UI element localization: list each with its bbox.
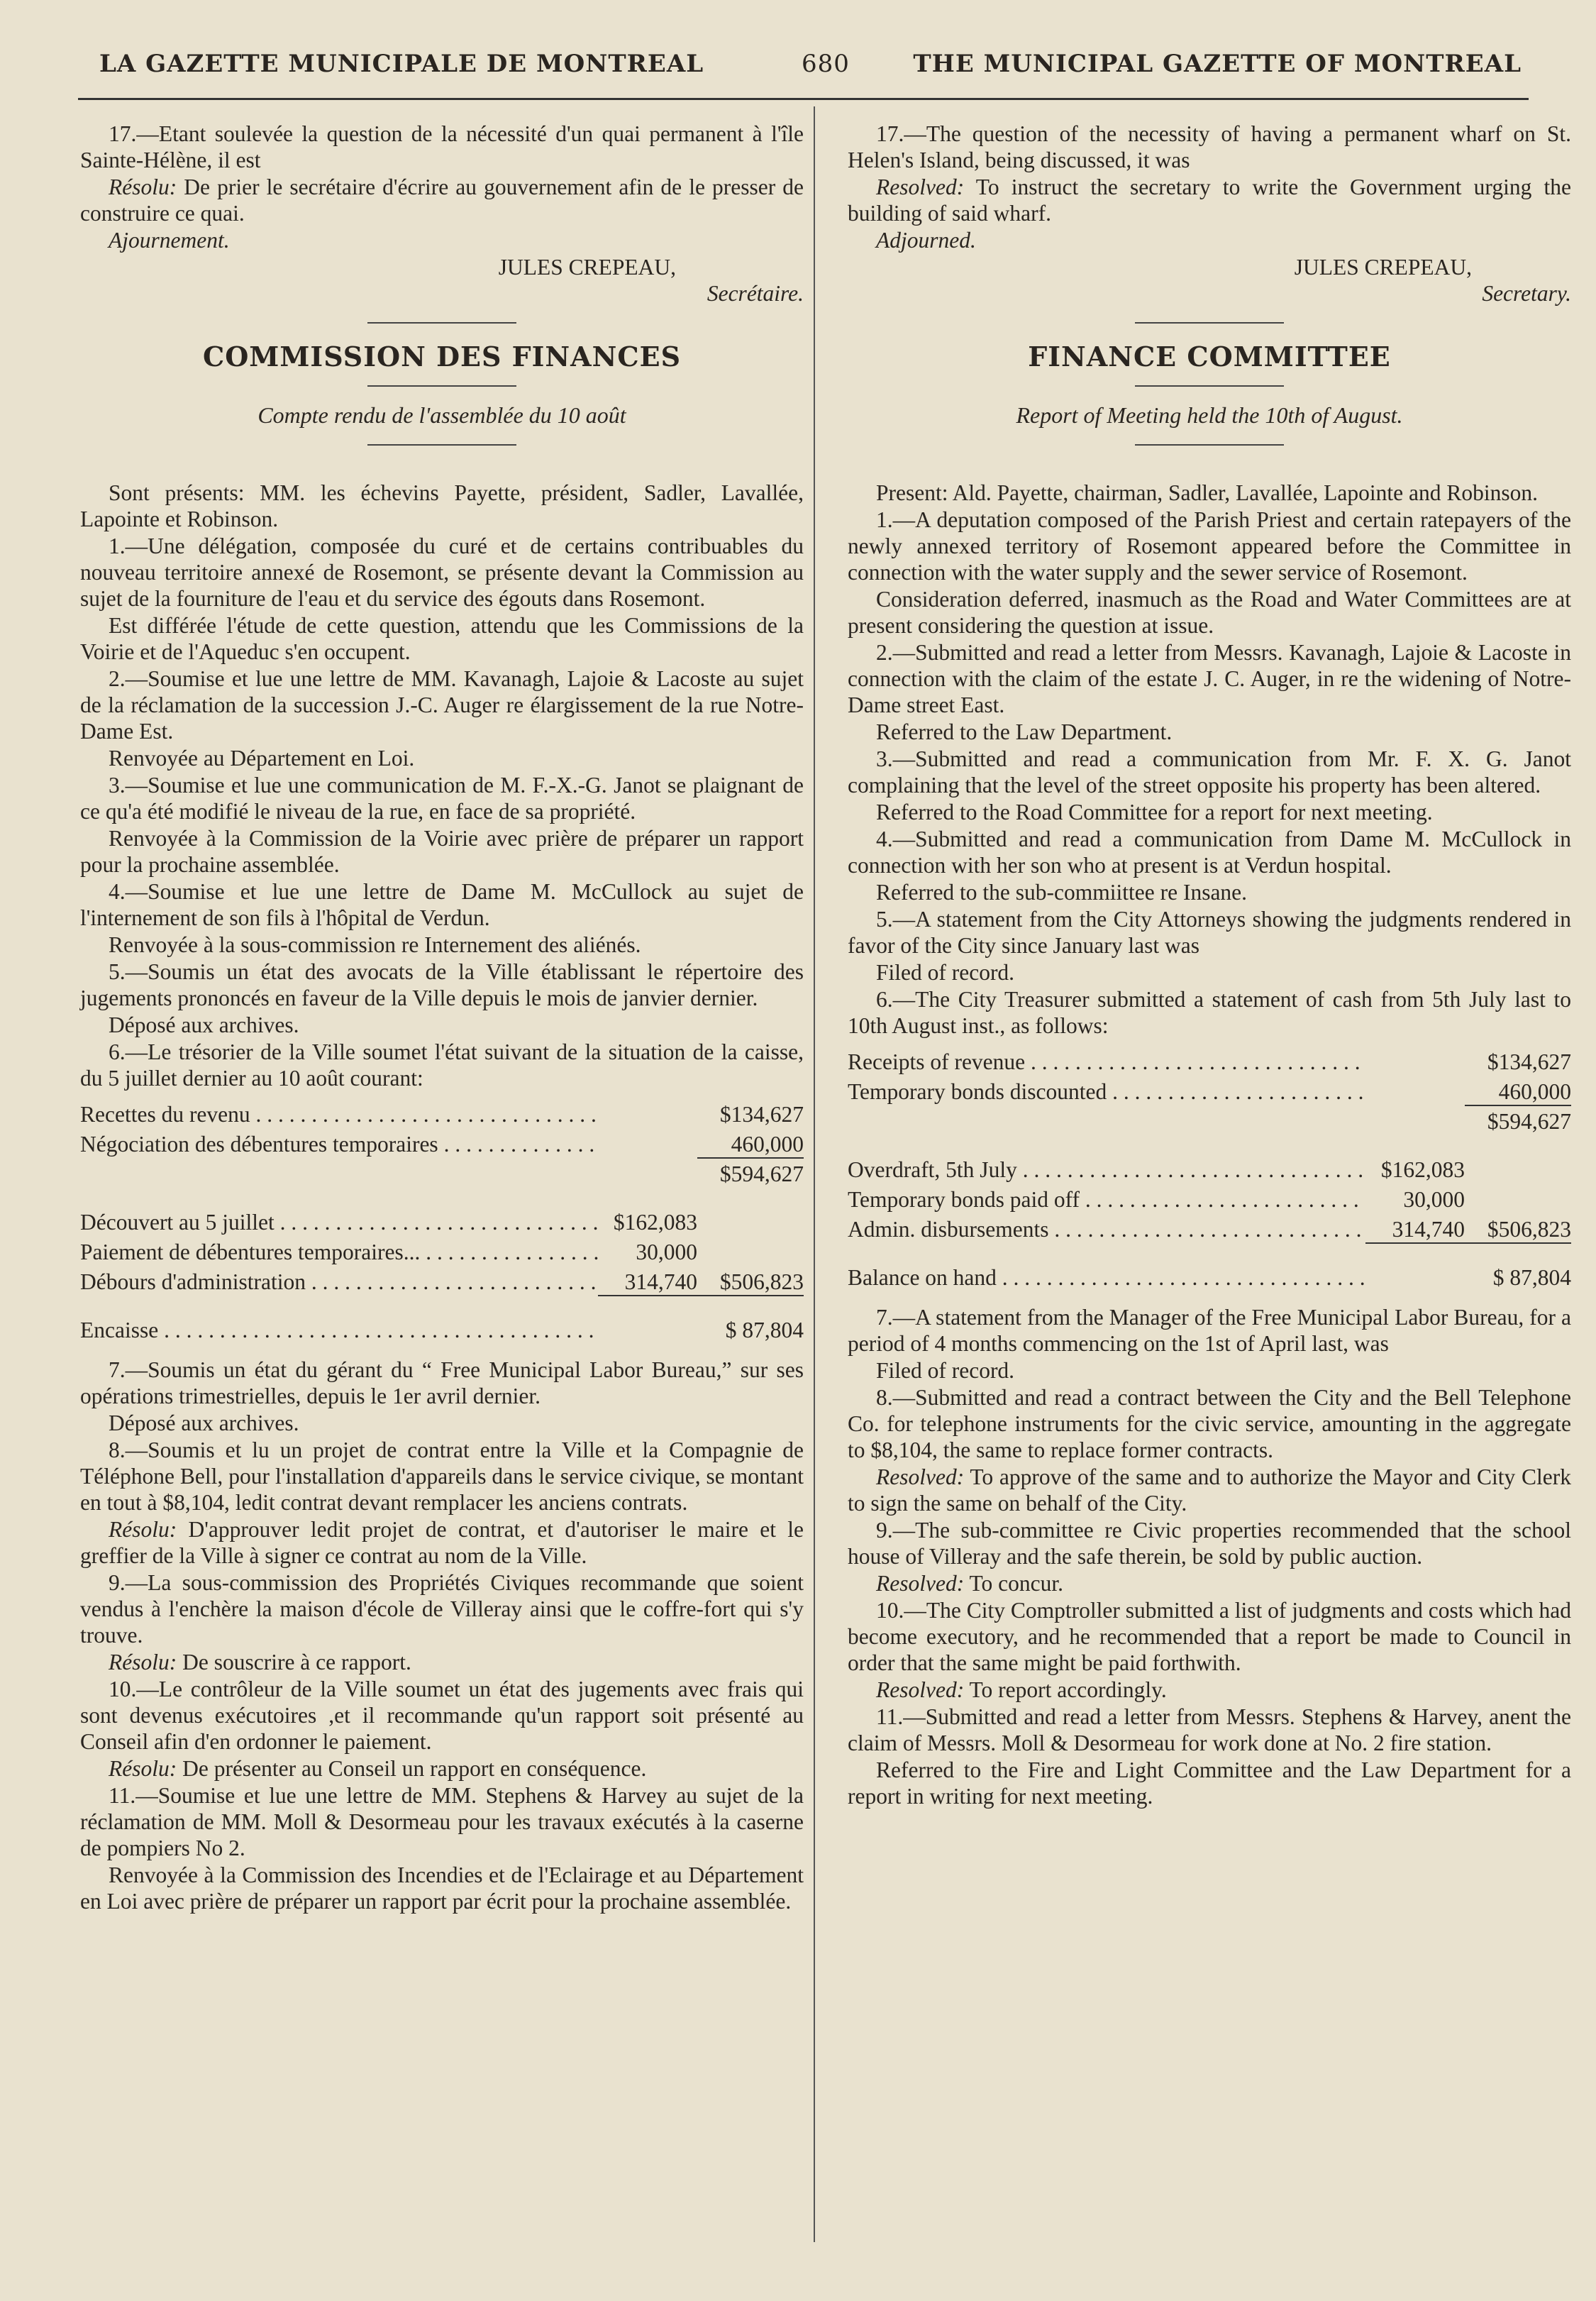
section-rule <box>1135 385 1284 387</box>
statement-total: $594,627 <box>1487 1109 1571 1134</box>
statement-row: Négociation des débentures temporaires . . . 460,000 <box>80 1131 804 1161</box>
item-7: 7.—Soumis un état du gérant du “ Free Municipal Labor Bureau,” sur ses opérations trimestrielles, depuis le 1er avril dernier. <box>80 1357 804 1408</box>
english-column <box>848 121 1571 1810</box>
item-4: 4.—Submitted and read a communication from Dame M. McCullock in connection with her son who at present is at Verdun hospital. <box>848 827 1571 878</box>
signature-title: Secretary. <box>1482 281 1571 306</box>
cash-statement <box>80 1101 804 1347</box>
item-10: 10.—Le contrôleur de la Ville soumet un état des jugements avec frais qui sont devenus exécutoires ,et il recommande qu'un rapport soit présenté au Conseil afin d'en ordonner le paiement. <box>80 1677 804 1754</box>
item-8: 8.—Soumis et lu un projet de contrat entre la Ville et la Compagnie de Téléphone Bell, pour l'installation d'appareils dans le service civique, se montant en tout à $8,104, ledit contrat devant remplacer les anciens contrats. <box>80 1438 804 1515</box>
section-heading: COMMISSION DES FINANCES <box>202 341 682 373</box>
item-9: 9.—The sub-committee re Civic properties recommended that the school house of Villeray and the safe therein, be sold by public auction. <box>848 1518 1571 1569</box>
item-11-decision: Referred to the Fire and Light Committee and the Law Department for a report in writing for next meeting. <box>848 1758 1571 1809</box>
french-column <box>80 121 804 1915</box>
section-rule <box>367 444 516 446</box>
attendance: Present: Ald. Payette, chairman, Sadler, Lavallée, Lapointe and Robinson. <box>876 480 1538 505</box>
item-11-decision: Renvoyée à la Commission des Incendies et de l'Eclairage et au Département en Loi avec prière de préparer un rapport par écrit pour la prochaine assemblée. <box>80 1863 804 1914</box>
item-9-resolution: Résolu: De souscrire à ce rapport. <box>109 1650 411 1674</box>
adjournment: Adjourned. <box>876 228 976 253</box>
statement-row: Découvert au 5 juillet . . . $162,083 <box>80 1209 804 1239</box>
header-title-english: THE MUNICIPAL GAZETTE OF MONTREAL <box>913 50 1522 78</box>
item-1-decision: Est différée l'étude de cette question, attendu que les Commissions de la Voirie et de l'Aqueduc s'en occupent. <box>80 613 804 664</box>
item-8-resolution: Résolu: D'approuver ledit projet de contrat, et d'autoriser le maire et le greffier de la Ville à signer ce contrat au nom de la Ville. <box>80 1517 804 1568</box>
item-5: 5.—Soumis un état des avocats de la Ville établissant le répertoire des jugements prononcés en faveur de la Ville depuis le mois de janvier dernier. <box>80 959 804 1010</box>
section-rule <box>1135 444 1284 446</box>
statement-balance: Balance on hand . . . $ 87,804 <box>848 1264 1571 1294</box>
page-number: 680 <box>802 50 850 78</box>
item-2: 2.—Submitted and read a letter from Messrs. Kavanagh, Lajoie & Lacoste in connection with the claim of the estate J. C. Auger, in re the widening of Notre-Dame street East. <box>848 640 1571 717</box>
item-2-decision: Referred to the Law Department. <box>876 719 1173 744</box>
column-divider <box>814 106 815 2242</box>
item-8-resolution: Resolved: To approve of the same and to authorize the Mayor and City Clerk to sign the same on behalf of the City. <box>848 1464 1571 1516</box>
section-rule <box>367 385 516 387</box>
section-heading: FINANCE COMMITTEE <box>1028 341 1391 373</box>
item-1: 1.—A deputation composed of the Parish Priest and certain ratepayers of the newly annexed territory of Rosemont appeared before the Committee in connection with the water supply and the sewer service of Rosemont. <box>848 507 1571 585</box>
item-3-decision: Renvoyée à la Commission de la Voirie avec prière de préparer un rapport pour la prochaine assemblée. <box>80 826 804 877</box>
item-9: 9.—La sous-commission des Propriétés Civiques recommande que soient vendus à l'enchère la maison d'école de Villeray ainsi que le coffre-fort qui s'y trouve. <box>80 1570 804 1648</box>
item-11: 11.—Soumise et lue une lettre de MM. Stephens & Harvey au sujet de la réclamation de MM. Moll & Desormeau pour les travaux exécutés à la caserne de pompiers No 2. <box>80 1783 804 1860</box>
signature-block <box>80 254 804 307</box>
item-4-decision: Referred to the sub-commiittee re Insane. <box>876 880 1248 905</box>
item-17: 17.—Etant soulevée la question de la nécessité d'un quai permanent à l'île Sainte-Hélène, il est <box>80 121 804 172</box>
item-1-decision: Consideration deferred, inasmuch as the Road and Water Committees are at present considering the question at issue. <box>848 587 1571 638</box>
item-4-decision: Renvoyée à la sous-commission re Internement des aliénés. <box>109 932 641 957</box>
page-header <box>92 43 1522 85</box>
statement-total: $594,627 <box>719 1161 804 1186</box>
item-7-decision: Déposé aux archives. <box>109 1411 299 1435</box>
item-5-decision: Filed of record. <box>876 960 1015 985</box>
header-title-french: LA GAZETTE MUNICIPALE DE MONTREAL <box>99 50 704 78</box>
statement-row: Temporary bonds paid off . . . 30,000 <box>848 1186 1571 1216</box>
statement-row: Temporary bonds discounted . . . 460,000 <box>848 1078 1571 1108</box>
header-rule <box>78 98 1529 100</box>
item-9-resolution: Resolved: To concur. <box>876 1571 1063 1596</box>
item-3: 3.—Submitted and read a communication from Mr. F. X. G. Janot complaining that the level of the street opposite his property has been altered. <box>848 746 1571 798</box>
item-7-decision: Filed of record. <box>876 1358 1015 1383</box>
item-10-resolution: Résolu: De présenter au Conseil un rapport en conséquence. <box>109 1756 647 1781</box>
resolution-text: De prier le secrétaire d'écrire au gouvernement afin de le presser de construire ce quai. <box>80 175 804 226</box>
statement-row: Recettes du revenu . . . $134,627 <box>80 1101 804 1131</box>
item-2: 2.—Soumise et lue une lettre de MM. Kavanagh, Lajoie & Lacoste au sujet de la réclamation de la succession J.-C. Auger re élargissement de la rue Notre-Dame Est. <box>80 666 804 744</box>
signature-name: JULES CREPEAU, <box>498 255 676 280</box>
statement-row: Admin. disbursements . . . 314,740 $506,823 <box>848 1216 1571 1246</box>
section-rule <box>367 322 516 324</box>
item-1: 1.—Une délégation, composée du curé et de certains contribuables du nouveau territoire annexé de Rosemont, se présente devant la Commission au sujet de la fourniture de l'eau et du service des égouts dans Rosemont. <box>80 534 804 611</box>
statement-row: Receipts of revenue . . . $134,627 <box>848 1049 1571 1078</box>
statement-row: Débours d'administration . . . 314,740 $506,823 <box>80 1269 804 1298</box>
statement-row: Paiement de débentures temporaires... . . . 30,000 <box>80 1239 804 1269</box>
item-5: 5.—A statement from the City Attorneys showing the judgments rendered in favor of the City since January last was <box>848 907 1571 958</box>
signature-name: JULES CREPEAU, <box>1294 255 1472 280</box>
item-4: 4.—Soumise et lue une lettre de Dame M. McCullock au sujet de l'internement de son fils à l'hôpital de Verdun. <box>80 879 804 930</box>
item-17: 17.—The question of the necessity of having a permanent wharf on St. Helen's Island, being discussed, it was <box>848 121 1571 172</box>
item-10-resolution: Resolved: To report accordingly. <box>876 1677 1167 1702</box>
signature-title: Secrétaire. <box>706 281 804 306</box>
item-2-decision: Renvoyée au Département en Loi. <box>109 746 415 771</box>
item-6: 6.—The City Treasurer submitted a statement of cash from 5th July last to 10th August inst., as follows: <box>848 987 1571 1038</box>
signature-block <box>848 254 1571 307</box>
item-17-resolution <box>80 174 804 226</box>
section-subheading: Compte rendu de l'assemblée du 10 août <box>257 402 626 428</box>
item-3: 3.—Soumise et lue une communication de M. F.-X.-G. Janot se plaignant de ce qu'a été modifié le niveau de la rue, en face de sa propriété. <box>80 773 804 824</box>
statement-row: Overdraft, 5th July . . . $162,083 <box>848 1157 1571 1186</box>
item-11: 11.—Submitted and read a letter from Messrs. Stephens & Harvey, anent the claim of Messrs. Moll & Desormeau for work done at No. 2 fire station. <box>848 1704 1571 1755</box>
item-17-resolution: Resolved: To instruct the secretary to write the Government urging the building of said wharf. <box>848 175 1571 226</box>
item-6: 6.—Le trésorier de la Ville soumet l'état suivant de la situation de la caisse, du 5 juillet dernier au 10 août courant: <box>80 1039 804 1091</box>
attendance: Sont présents: MM. les échevins Payette, président, Sadler, Lavallée, Lapointe et Robinson. <box>80 480 804 531</box>
adjournment: Ajournement. <box>109 228 230 253</box>
section-subheading: Report of Meeting held the 10th of August. <box>1016 402 1403 428</box>
statement-balance: Encaisse . . . $ 87,804 <box>80 1317 804 1347</box>
resolution-label: Résolu: <box>109 175 177 199</box>
item-7: 7.—A statement from the Manager of the Free Municipal Labor Bureau, for a period of 4 months commencing on the 1st of April last, was <box>848 1305 1571 1356</box>
item-8: 8.—Submitted and read a contract between the City and the Bell Telephone Co. for telephone instruments for the civic service, amounting in the aggregate to $8,104, the same to replace former contracts. <box>848 1385 1571 1462</box>
cash-statement <box>848 1049 1571 1294</box>
item-3-decision: Referred to the Road Committee for a report for next meeting. <box>876 800 1433 824</box>
item-10: 10.—The City Comptroller submitted a list of judgments and costs which had become executory, and he recommended that a report be made to Council in order that the same might be paid forthwith. <box>848 1598 1571 1675</box>
item-5-decision: Déposé aux archives. <box>109 1012 299 1037</box>
section-rule <box>1135 322 1284 324</box>
